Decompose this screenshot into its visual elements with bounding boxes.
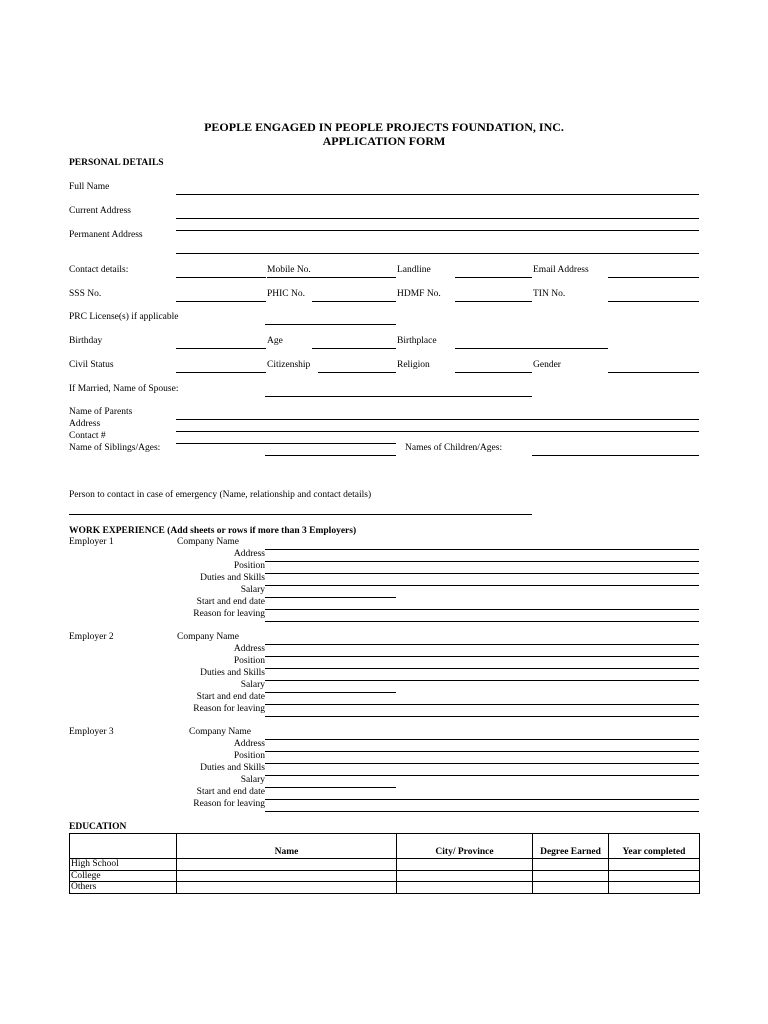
employer-2-reason-field[interactable]	[265, 716, 699, 717]
emergency-contact-field[interactable]	[69, 514, 532, 515]
table-row	[70, 882, 700, 894]
employer-2-salary-field[interactable]	[265, 692, 396, 693]
current-address-field[interactable]	[176, 218, 699, 219]
spouse-field[interactable]	[265, 396, 532, 397]
employer-1-company-label: Company Name	[177, 537, 240, 547]
phic-field[interactable]	[312, 301, 396, 302]
employer-1-salary-label: Salary	[240, 585, 265, 595]
contact-details-field[interactable]	[176, 277, 266, 278]
permanent-address-label: Permanent Address	[69, 230, 143, 240]
college-city-cell[interactable]	[397, 870, 533, 882]
college-degree-cell[interactable]	[533, 870, 609, 882]
education-header-row	[70, 834, 700, 859]
employer-2-company-field[interactable]	[265, 644, 699, 645]
employer-3-address-field[interactable]	[265, 751, 699, 752]
employer-3-company-field[interactable]	[265, 739, 699, 740]
prc-label: PRC License(s) if applicable	[69, 312, 179, 322]
age-label: Age	[267, 336, 283, 346]
employer-3-salary-label: Salary	[240, 775, 265, 785]
employer-3-reason-field[interactable]	[265, 811, 699, 812]
employer-2-label: Employer 2	[69, 632, 114, 642]
education-table	[69, 833, 700, 894]
employer-3-dates-label: Start and end date	[196, 787, 265, 797]
contact-details-label: Contact details:	[69, 265, 129, 275]
others-year-cell[interactable]	[609, 882, 700, 894]
employer-2-position-label: Position	[233, 656, 265, 666]
children-label: Names of Children/Ages:	[405, 443, 503, 453]
full-name-field[interactable]	[176, 194, 699, 195]
mobile-label: Mobile No.	[267, 265, 311, 275]
civil-status-label: Civil Status	[69, 360, 114, 370]
employer-2-address-field[interactable]	[265, 656, 699, 657]
employer-3-duties-field[interactable]	[265, 775, 699, 776]
employer-1-label: Employer 1	[69, 537, 114, 547]
employer-3-dates-field[interactable]	[265, 799, 699, 800]
employer-1-reason-label: Reason for leaving	[193, 609, 265, 619]
employer-3-company-label: Company Name	[189, 727, 252, 737]
education-level-label: Others	[70, 882, 177, 894]
employer-2-duties-label: Duties and Skills	[200, 668, 265, 678]
employer-1-address-field[interactable]	[265, 561, 699, 562]
employer-1-dates-label: Start and end date	[196, 597, 265, 607]
high-school-name-cell[interactable]	[177, 859, 397, 871]
current-address-field-line-2[interactable]	[176, 230, 699, 231]
education-header-city: City/ Province	[397, 834, 533, 859]
table-row	[70, 859, 700, 871]
tin-label: TIN No.	[533, 289, 566, 299]
personal-details-heading: PERSONAL DETAILS	[69, 158, 164, 168]
sss-field[interactable]	[176, 301, 266, 302]
education-level-label: High School	[70, 859, 177, 871]
employer-2-position-field[interactable]	[265, 668, 699, 669]
employer-1-duties-label: Duties and Skills	[200, 573, 265, 583]
education-level-label: College	[70, 870, 177, 882]
others-name-cell[interactable]	[177, 882, 397, 894]
work-experience-heading: WORK EXPERIENCE (Add sheets or rows if more than 3 Employers)	[69, 526, 357, 536]
employer-3-reason-label: Reason for leaving	[193, 799, 265, 809]
parents-label: Name of Parents	[69, 407, 133, 417]
high-school-degree-cell[interactable]	[533, 859, 609, 871]
employer-1-dates-field[interactable]	[265, 609, 699, 610]
employer-1-company-field[interactable]	[265, 549, 699, 550]
employer-2-duties-field[interactable]	[265, 680, 699, 681]
form-title: APPLICATION FORM	[322, 134, 446, 148]
college-year-cell[interactable]	[609, 870, 700, 882]
employer-3-label: Employer 3	[69, 727, 114, 737]
full-name-label: Full Name	[69, 182, 110, 192]
employer-2-reason-label: Reason for leaving	[193, 704, 265, 714]
current-address-label: Current Address	[69, 206, 132, 216]
mobile-field[interactable]	[267, 277, 396, 278]
siblings-label: Name of Siblings/Ages:	[69, 443, 161, 453]
employer-1-duties-field[interactable]	[265, 585, 699, 586]
email-field[interactable]	[608, 277, 699, 278]
permanent-address-field[interactable]	[176, 253, 699, 254]
email-label: Email Address	[533, 265, 589, 275]
organization-title: PEOPLE ENGAGED IN PEOPLE PROJECTS FOUNDATION, INC.	[204, 120, 564, 134]
employer-2-dates-field[interactable]	[265, 704, 699, 705]
employer-3-position-field[interactable]	[265, 763, 699, 764]
education-header-name: Name	[177, 834, 397, 859]
parents-contact-field[interactable]	[176, 443, 396, 444]
children-field[interactable]	[532, 455, 699, 456]
civil-status-field[interactable]	[176, 372, 266, 373]
high-school-year-cell[interactable]	[609, 859, 700, 871]
employer-2-address-label: Address	[233, 644, 265, 654]
phic-label: PHIC No.	[267, 289, 306, 299]
employer-1-address-label: Address	[233, 549, 265, 559]
parents-field[interactable]	[176, 419, 699, 420]
emergency-contact-label: Person to contact in case of emergency (Name, relationship and contact details)	[69, 490, 372, 500]
hdmf-label: HDMF No.	[397, 289, 441, 299]
others-degree-cell[interactable]	[533, 882, 609, 894]
sss-label: SSS No.	[69, 289, 102, 299]
age-field[interactable]	[312, 348, 396, 349]
birthday-label: Birthday	[69, 336, 103, 346]
parents-address-label: Address	[69, 419, 101, 429]
birthday-field[interactable]	[176, 348, 266, 349]
religion-field[interactable]	[455, 372, 532, 373]
employer-1-position-field[interactable]	[265, 573, 699, 574]
employer-3-duties-label: Duties and Skills	[200, 763, 265, 773]
employer-2-salary-label: Salary	[240, 680, 265, 690]
college-name-cell[interactable]	[177, 870, 397, 882]
tin-field[interactable]	[608, 301, 699, 302]
education-heading: EDUCATION	[69, 822, 127, 832]
employer-1-position-label: Position	[233, 561, 265, 571]
gender-field[interactable]	[608, 372, 699, 373]
others-city-cell[interactable]	[397, 882, 533, 894]
gender-label: Gender	[533, 360, 561, 370]
parents-contact-label: Contact #	[69, 431, 106, 441]
parents-address-field[interactable]	[176, 431, 699, 432]
citizenship-label: Citizenship	[267, 360, 311, 370]
religion-label: Religion	[397, 360, 430, 370]
landline-label: Landline	[397, 265, 431, 275]
employer-1-salary-field[interactable]	[265, 597, 396, 598]
employer-2-company-label: Company Name	[177, 632, 240, 642]
high-school-city-cell[interactable]	[397, 859, 533, 871]
education-header-year: Year completed	[609, 834, 700, 859]
education-header-level	[70, 834, 177, 859]
landline-field[interactable]	[455, 277, 532, 278]
hdmf-field[interactable]	[455, 301, 532, 302]
spouse-label: If Married, Name of Spouse:	[69, 384, 179, 394]
birthplace-label: Birthplace	[397, 336, 437, 346]
birthplace-field[interactable]	[455, 348, 608, 349]
employer-3-salary-field[interactable]	[265, 787, 396, 788]
employer-1-reason-field[interactable]	[265, 621, 699, 622]
siblings-field[interactable]	[265, 455, 396, 456]
employer-2-dates-label: Start and end date	[196, 692, 265, 702]
citizenship-field[interactable]	[318, 372, 396, 373]
table-row	[70, 870, 700, 882]
education-header-degree: Degree Earned	[533, 834, 609, 859]
employer-3-address-label: Address	[233, 739, 265, 749]
prc-field[interactable]	[265, 324, 396, 325]
employer-3-position-label: Position	[233, 751, 265, 761]
